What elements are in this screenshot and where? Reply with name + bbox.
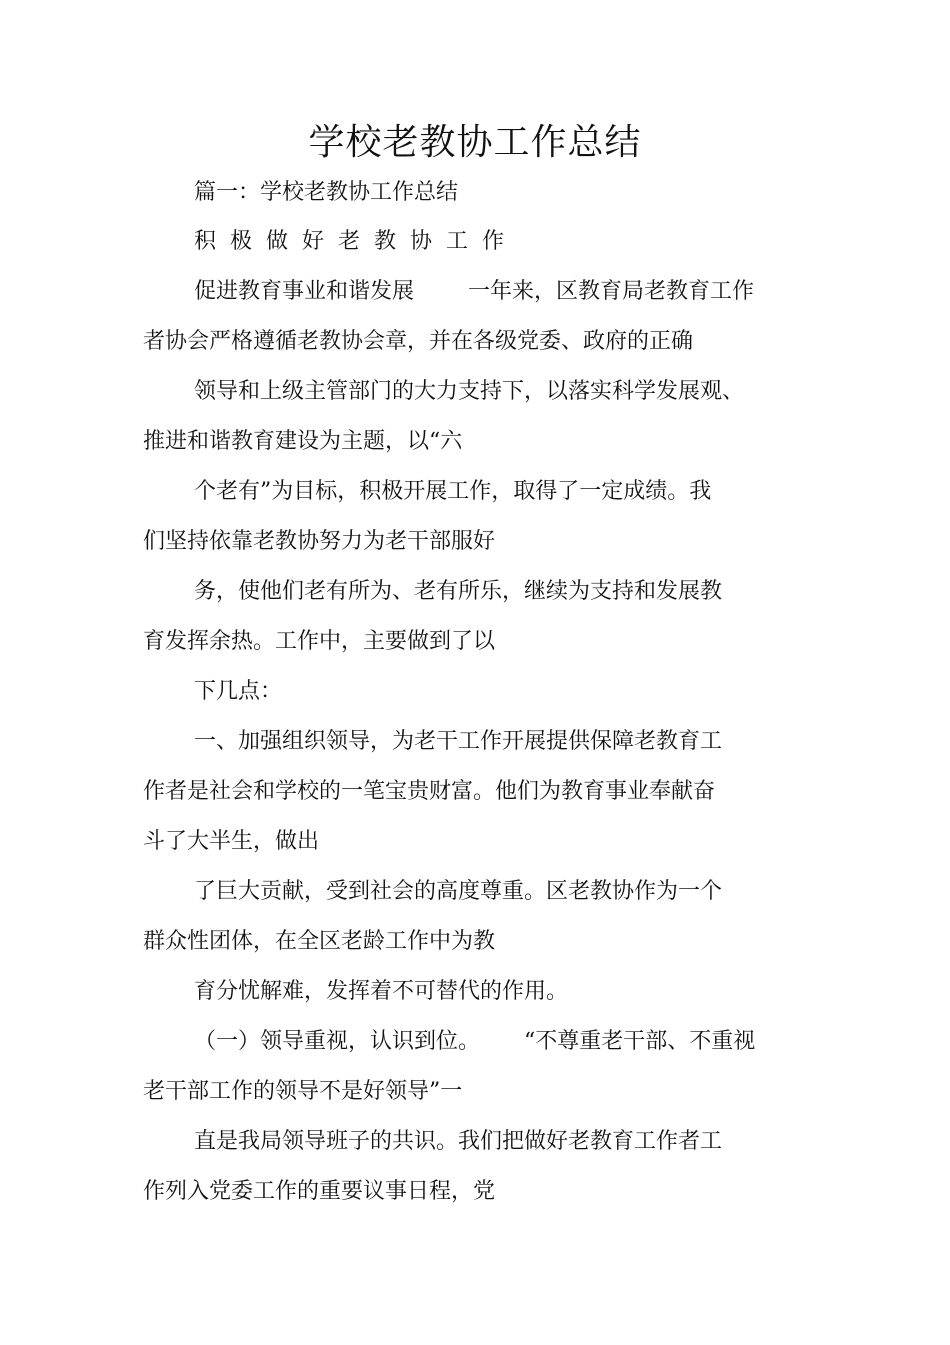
paragraph-text: 一年来，区教育局老教育工作 (468, 279, 755, 304)
subsection-heading: （一）领导重视，认识到位。 (194, 1029, 481, 1054)
quote-text: “不尊重老干部、不重视 (524, 1029, 756, 1054)
paragraph-line: 育发挥余热。工作中，主要做到了以 (143, 629, 496, 654)
paragraph-line: 领导和上级主管部门的大力支持下，以落实科学发展观、 (194, 379, 745, 404)
paragraph-line (194, 277, 754, 307)
document-title: 学校老教协工作总结 (308, 122, 642, 163)
paragraph-line: 作者是社会和学校的一笔宝贵财富。他们为教育事业奉献奋 (143, 779, 716, 804)
paragraph-line: 老干部工作的领导不是好领导”一 (143, 1079, 463, 1104)
paragraph-line: 了巨大贡献，受到社会的高度尊重。区老教协作为一个 (194, 879, 723, 904)
paragraph-line: 作列入党委工作的重要议事日程，党 (143, 1179, 496, 1204)
paragraph-line: 者协会严格遵循老教协会章，并在各级党委、政府的正确 (143, 329, 694, 354)
section-heading: 篇一：学校老教协工作总结 (194, 180, 459, 205)
paragraph-line: 下几点： (194, 679, 283, 704)
paragraph-line: 们坚持依靠老教协努力为老干部服好 (143, 529, 496, 554)
paragraph-line: 斗了大半生，做出 (143, 829, 320, 854)
paragraph-line: 个老有”为目标，积极开展工作，取得了一定成绩。我 (194, 479, 712, 504)
paragraph-line: 推进和谐教育建设为主题，以“六 (143, 429, 463, 454)
section-heading-line: 一、加强组织领导，为老干工作开展提供保障老教育工 (194, 729, 723, 754)
subtitle-continuation: 促进教育事业和谐发展 (194, 279, 415, 304)
paragraph-line: 务，使他们老有所为、老有所乐，继续为支持和发展教 (194, 579, 723, 604)
paragraph-line: 直是我局领导班子的共识。我们把做好老教育工作者工 (194, 1129, 723, 1154)
paragraph-line: 群众性团体，在全区老龄工作中为教 (143, 929, 496, 954)
paragraph-line: 育分忧解难，发挥着不可替代的作用。 (194, 979, 569, 1004)
subtitle-line: 积极做好老教协工作 (194, 229, 519, 254)
paragraph-line (194, 1027, 755, 1057)
